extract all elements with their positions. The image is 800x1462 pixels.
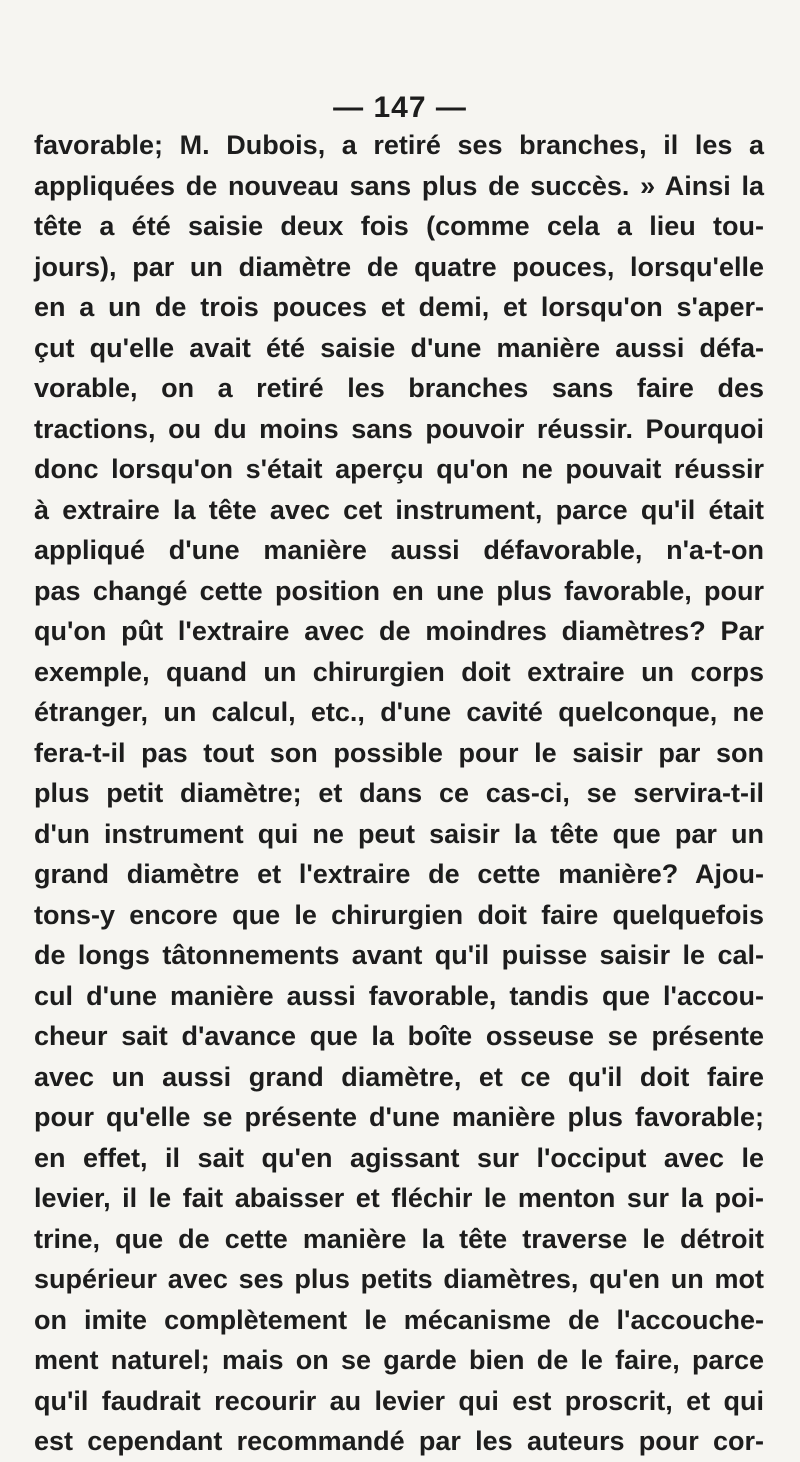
text-line: de longs tâtonnements avant qu'il puisse saisir le cal- xyxy=(34,940,764,970)
text-line: cheur sait d'avance que la boîte osseuse se présente xyxy=(34,1021,764,1051)
text-line: vorable, on a retiré les branches sans faire des xyxy=(34,373,764,403)
text-line: pour qu'elle se présente d'une manière plus favorable; xyxy=(34,1102,764,1132)
text-line: çut qu'elle avait été saisie d'une manière aussi défa- xyxy=(34,332,764,363)
text-line: à extraire la tête avec cet instrument, parce qu'il était xyxy=(34,494,764,525)
text-line: levier, il le fait abaisser et fléchir le menton sur la poi- xyxy=(34,1183,764,1213)
text-line: étranger, un calcul, etc., d'une cavité quelconque, ne xyxy=(34,697,764,727)
text-line: fera-t-il pas tout son possible pour le saisir par son xyxy=(34,737,764,768)
text-line: cul d'une manière aussi favorable, tandis que l'accou- xyxy=(34,980,764,1011)
page-number: — 147 — xyxy=(333,91,467,124)
text-line: avec un aussi grand diamètre, et ce qu'il doit faire xyxy=(34,1061,764,1092)
text-line: exemple, quand un chirurgien doit extraire un corps xyxy=(34,656,764,687)
text-line: supérieur avec ses plus petits diamètres, qu'en un mot xyxy=(34,1264,764,1294)
text-line: tête a été saisie deux fois (comme cela a lieu tou- xyxy=(34,211,764,241)
text-line: qu'il faudrait recourir au levier qui est proscrit, et qui xyxy=(34,1385,764,1416)
text-line: grand diamètre et l'extraire de cette manière? Ajou- xyxy=(34,859,764,889)
text-line: on imite complètement le mécanisme de l'accouche- xyxy=(34,1304,764,1335)
text-line: trine, que de cette manière la tête traverse le détroit xyxy=(34,1223,764,1254)
text-line: jours), par un diamètre de quatre pouces, lorsqu'elle xyxy=(34,251,764,282)
text-line: qu'on pût l'extraire avec de moindres diamètres? Par xyxy=(34,616,764,646)
text-line: plus petit diamètre; et dans ce cas-ci, se servira-t-il xyxy=(34,778,764,808)
text-line: donc lorsqu'on s'était aperçu qu'on ne pouvait réussir xyxy=(34,454,764,484)
text-line: favorable; M. Dubois, a retiré ses branches, il les a xyxy=(34,130,764,160)
text-line: tons-y encore que le chirurgien doit faire quelquefois xyxy=(34,899,764,930)
text-line: appliqué d'une manière aussi défavorable, n'a-t-on xyxy=(34,535,764,565)
body-text xyxy=(34,125,764,1462)
text-line: tractions, ou du moins sans pouvoir réussir. Pourquoi xyxy=(34,413,764,444)
text-line: en a un de trois pouces et demi, et lorsqu'on s'aper- xyxy=(34,292,764,322)
text-line: pas changé cette position en une plus favorable, pour xyxy=(34,575,764,606)
text-line: appliquées de nouveau sans plus de succès. » Ainsi la xyxy=(34,170,764,201)
text-line: en effet, il sait qu'en agissant sur l'occiput avec le xyxy=(34,1142,764,1173)
text-line: est cependant recommandé par les auteurs pour cor- xyxy=(34,1426,764,1456)
text-line: ment naturel; mais on se garde bien de le faire, parce xyxy=(34,1345,764,1375)
text-line: d'un instrument qui ne peut saisir la tête que par un xyxy=(34,818,764,849)
